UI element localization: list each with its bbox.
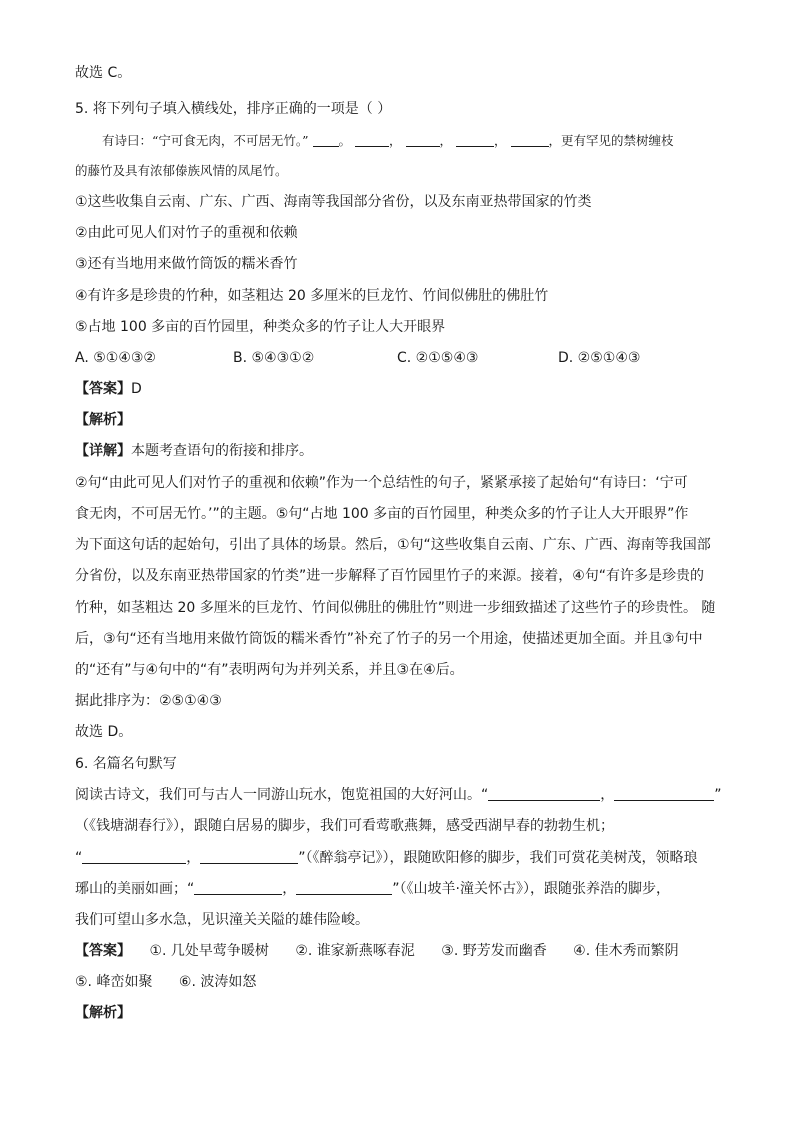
fill-blank xyxy=(456,132,494,147)
question-6-line: 我们可望山多水急，见识潼关关隘的雄伟险峻。 xyxy=(75,912,369,928)
text-line: 故选 C。 xyxy=(75,65,132,81)
fill-blank xyxy=(296,880,392,895)
text-segment: ”（《山坡羊·潼关怀古》），跟随张养浩的脚步， xyxy=(392,881,670,897)
fill-blank xyxy=(511,132,549,147)
fill-blank xyxy=(355,132,389,147)
option-c: C. ②①⑤④③ xyxy=(397,350,479,366)
answer-item: ②. 谁家新燕啄春泥 xyxy=(295,943,415,959)
answer-label: 【答案】 xyxy=(75,943,131,959)
answer-options xyxy=(75,349,725,367)
text-segment: ， xyxy=(282,881,297,897)
question-6-line xyxy=(75,786,725,804)
answer-item: ③. 野芳发而幽香 xyxy=(441,943,547,959)
fill-blank xyxy=(614,786,714,801)
paragraph-line: 竹种，如茎粗达 20 多厘米的巨龙竹、竹间似佛肚的佛肚竹”则进一步细致描述了这些竹子的珍贵性。 随 xyxy=(75,600,716,616)
sentence-1: ①这些收集自云南、广东、广西、海南等我国部分省份，以及东南亚热带国家的竹类 xyxy=(75,194,592,210)
fill-blank xyxy=(194,880,282,895)
question-6-line xyxy=(75,849,725,867)
sentence-5: ⑤占地 100 多亩的百竹园里，种类众多的竹子让人大开眼界 xyxy=(75,319,446,335)
option-a: A. ⑤①④③② xyxy=(75,350,156,366)
fill-blank xyxy=(406,132,440,147)
option-d: D. ②⑤①④③ xyxy=(558,350,641,366)
analysis-label: 【解析】 xyxy=(75,412,131,428)
sentence-2: ②由此可见人们对竹子的重视和依赖 xyxy=(75,225,298,241)
question-5-stem xyxy=(102,132,752,150)
text-segment: ， xyxy=(186,850,201,866)
question-5-stem-cont: 的藤竹及具有浓郁傣族风情的凤尾竹。 xyxy=(75,163,288,178)
analysis-label: 【解析】 xyxy=(75,1005,131,1021)
question-6-line: （《钱塘湖春行》），跟随白居易的脚步，我们可看莺歌燕舞，感受西湖早春的勃勃生机； xyxy=(75,818,614,834)
text-line: 故选 D。 xyxy=(75,724,133,740)
sentence-3: ③还有当地用来做竹筒饭的糯米香竹 xyxy=(75,256,298,272)
text-segment: 琊山的美丽如画；“ xyxy=(75,881,195,897)
fill-blank xyxy=(488,786,600,801)
stem-sep: ， xyxy=(389,133,402,148)
answer-item: ⑥. 波涛如怒 xyxy=(178,974,257,990)
detail-text: 本题考查语句的衔接和排序。 xyxy=(131,443,313,459)
stem-sep: ， xyxy=(494,133,507,148)
answer-label: 【答案】 xyxy=(75,381,131,397)
answer-item: ④. 佳木秀而繁阴 xyxy=(573,943,679,959)
text-segment: ” xyxy=(714,787,722,803)
stem-text: ，更有罕见的禁树缠枝 xyxy=(548,133,674,148)
sentence-4: ④有许多是珍贵的竹种，如茎粗达 20 多厘米的巨龙竹、竹间似佛肚的佛肚竹 xyxy=(75,288,549,304)
answer-value: D xyxy=(131,381,142,397)
answer-line xyxy=(75,380,725,398)
fill-blank xyxy=(200,849,298,864)
text-segment: ”（《醉翁亭记》），跟随欧阳修的脚步，我们可赏花美树茂，领略琅 xyxy=(298,850,698,866)
paragraph-line: ②句“由此可见人们对竹子的重视和依赖”作为一个总结性的句子，紧紧承接了起始句“有诗曰：‘宁可 xyxy=(75,475,688,491)
stem-text: 有诗曰：“宁可食无肉，不可居无竹。” xyxy=(102,133,309,148)
stem-sep: 。 xyxy=(338,133,352,148)
answer-item: ①. 几处早莺争暖树 xyxy=(149,943,269,959)
fill-blank xyxy=(313,132,339,147)
text-segment: ， xyxy=(600,787,615,803)
paragraph-line: 分省份，以及东南亚热带国家的竹类”进一步解释了百竹园里竹子的来源。接着，④句“有许多是珍贵的 xyxy=(75,568,705,584)
question-6-line xyxy=(75,880,725,898)
question-5-title: 5. 将下列句子填入横线处，排序正确的一项是（ ） xyxy=(75,101,392,117)
stem-sep: ， xyxy=(439,133,453,148)
option-b: B. ⑤④③①② xyxy=(233,350,315,366)
fill-blank xyxy=(82,849,186,864)
answer-6-line xyxy=(75,942,725,960)
order-line: 据此排序为：②⑤①④③ xyxy=(75,693,222,709)
paragraph-line: 后，③句“还有当地用来做竹筒饭的糯米香竹”补充了竹子的另一个用途，使描述更加全面。并且③句中 xyxy=(75,631,703,647)
paragraph-line: 食无肉，不可居无竹。’”的主题。⑤句“占地 100 多亩的百竹园里，种类众多的竹子让人大开眼界”作 xyxy=(75,506,689,522)
paragraph-line: 为下面这句话的起始句，引出了具体的场景。然后，①句“这些收集自云南、广东、广西、海南等我国部 xyxy=(75,537,711,553)
detail-label: 【详解】 xyxy=(75,443,131,459)
text-segment: “ xyxy=(75,850,83,866)
detail-line xyxy=(75,442,725,460)
answer-item: ⑤. 峰峦如聚 xyxy=(75,974,153,990)
question-6-title: 6. 名篇名句默写 xyxy=(75,756,177,772)
text-segment: 阅读古诗文，我们可与古人一同游山玩水，饱览祖国的大好河山。“ xyxy=(75,787,489,803)
paragraph-line: 的“还有”与④句中的“有”表明两句为并列关系，并且③在④后。 xyxy=(75,662,464,678)
answer-6-line-cont xyxy=(75,973,725,991)
